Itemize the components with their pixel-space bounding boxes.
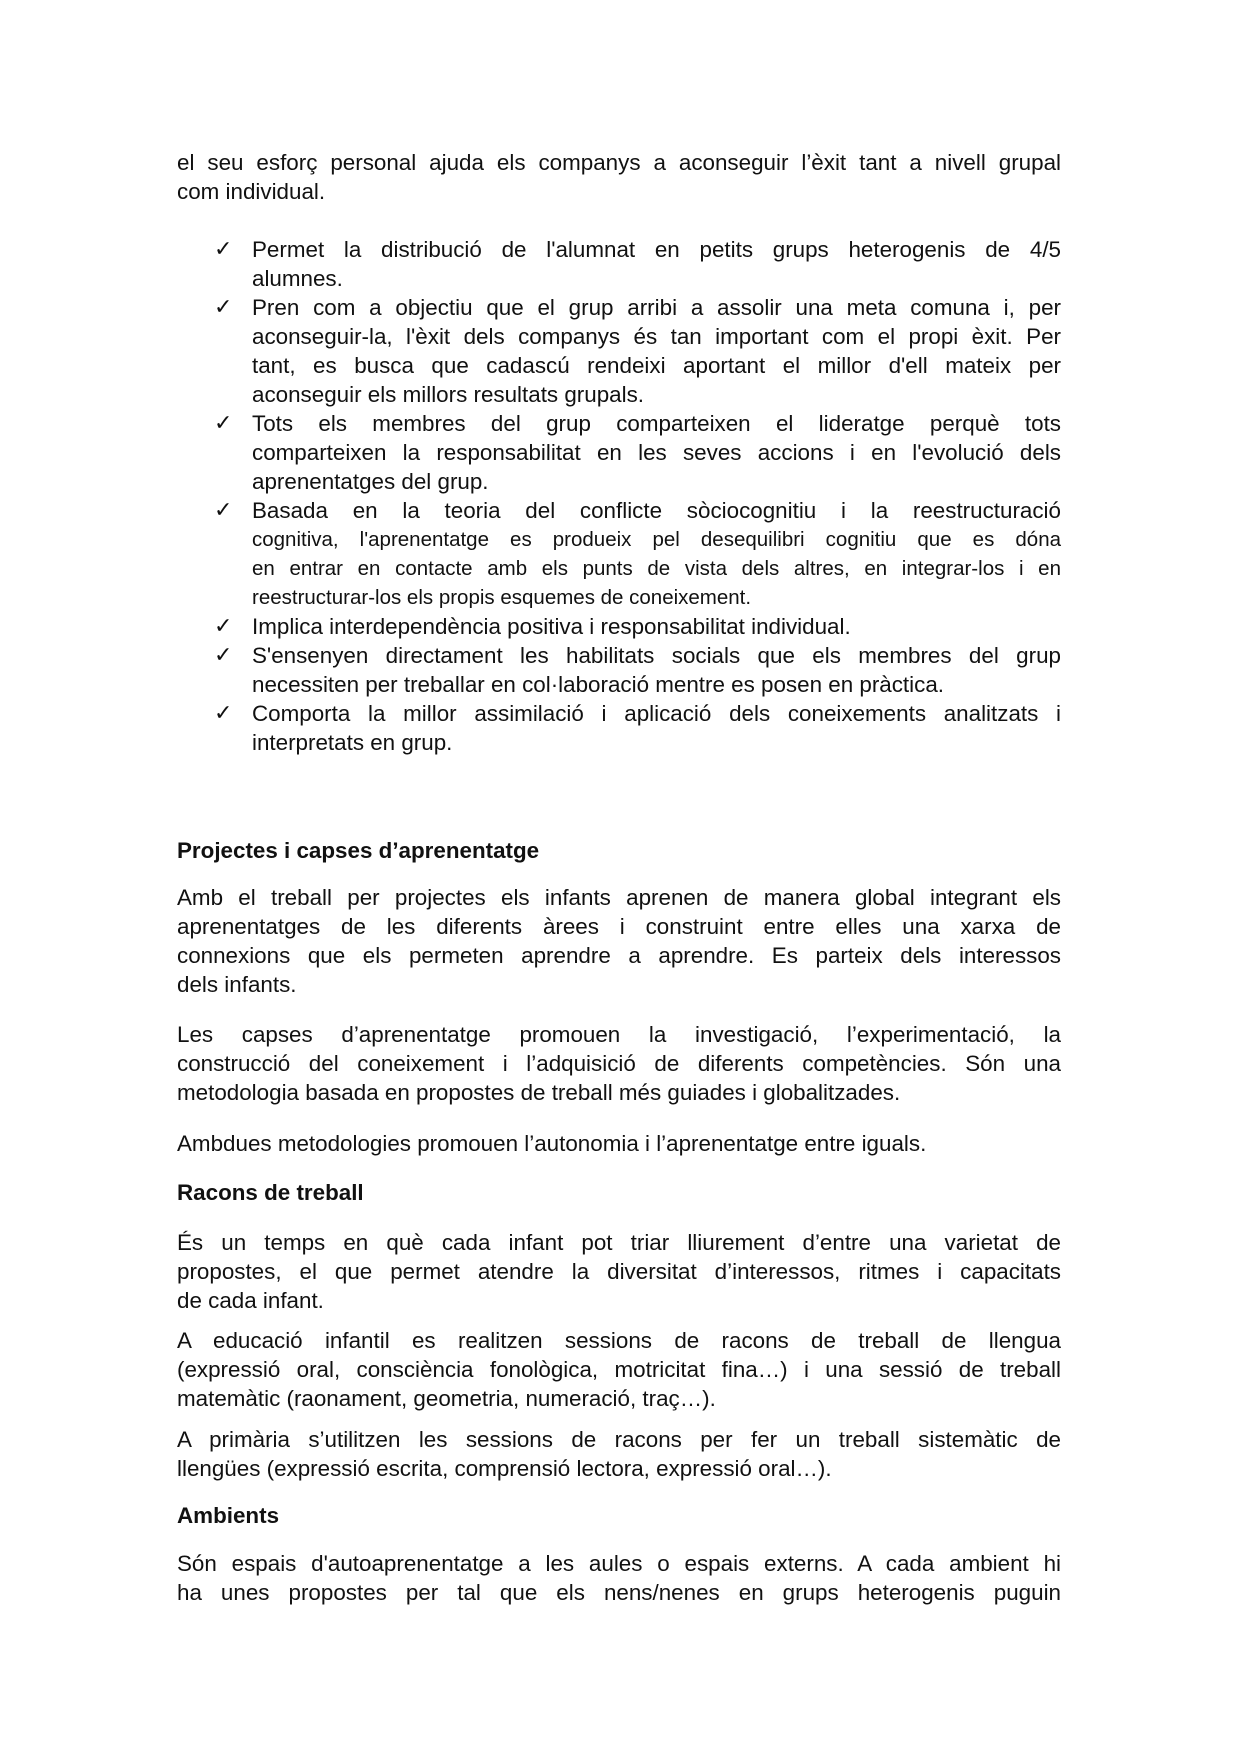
text-line: Comporta la millor assimilació i aplicació dels coneixements analitzats i [252, 701, 1061, 726]
section-heading-ambients: Ambients [177, 1503, 280, 1528]
text-line: connexions que els permeten aprendre a aprendre. Es parteix dels interessos [177, 943, 1061, 968]
checklist-item [177, 409, 1061, 496]
text-line: És un temps en què cada infant pot triar lliurement d’entre una varietat de [177, 1230, 1061, 1255]
checklist-item [177, 641, 1061, 699]
text-line: reestructurar-los els propis esquemes de coneixement. [252, 586, 752, 609]
text-line: Són espais d'autoaprenentatge a les aules o espais externs. A cada ambient hi [177, 1551, 1061, 1576]
checkmark-icon: ✓ [214, 498, 233, 523]
text-line: en entrar en contacte amb els punts de vista dels altres, en integrar-los i en [252, 557, 1061, 580]
text-line: ha unes propostes per tal que els nens/nenes en grups heterogenis puguin [177, 1580, 1061, 1605]
paragraph [177, 1228, 1061, 1315]
text-line: aprenentatges del grup. [252, 469, 489, 494]
paragraph [177, 1020, 1061, 1107]
text-line: tant, es busca que cadascú rendeixi aportant el millor d'ell mateix per [252, 353, 1061, 378]
text-line: Basada en la teoria del conflicte sòciocognitiu i la reestructuració [252, 498, 1061, 523]
text-line: aprenentatges de les diferents àrees i construint entre elles una xarxa de [177, 914, 1061, 939]
checklist-item [177, 699, 1061, 757]
text-line: matemàtic (raonament, geometria, numeració, traç…). [177, 1386, 716, 1411]
checklist-item [177, 496, 1061, 612]
text-line: construcció del coneixement i l’adquisició de diferents competències. Són una [177, 1051, 1061, 1076]
text-line: A primària s’utilitzen les sessions de racons per fer un treball sistemàtic de [177, 1427, 1061, 1452]
text-line: comparteixen la responsabilitat en les seves accions i en l'evolució dels [252, 440, 1061, 465]
checkmark-icon: ✓ [214, 614, 233, 639]
intro-paragraph [177, 148, 1061, 206]
text-line: Ambdues metodologies promouen l’autonomia i l’aprenentatge entre iguals. [177, 1131, 927, 1156]
paragraph [177, 1549, 1061, 1607]
text-line: dels infants. [177, 972, 297, 997]
text-line: A educació infantil es realitzen sessions de racons de treball de llengua [177, 1328, 1061, 1353]
text-line: necessiten per treballar en col·laboració mentre es posen en pràctica. [252, 672, 944, 697]
text-line: (expressió oral, consciència fonològica, motricitat fina…) i una sessió de treball [177, 1357, 1061, 1382]
checkmark-icon: ✓ [214, 295, 233, 320]
text-line: Tots els membres del grup comparteixen el lideratge perquè tots [252, 411, 1061, 436]
text-line: llengües (expressió escrita, comprensió lectora, expressió oral…). [177, 1456, 832, 1481]
text-line: de cada infant. [177, 1288, 324, 1313]
text-line: Les capses d’aprenentatge promouen la investigació, l’experimentació, la [177, 1022, 1061, 1047]
text-line: el seu esforç personal ajuda els companys a aconseguir l’èxit tant a nivell grupal [177, 150, 1061, 175]
checkmark-icon: ✓ [214, 237, 233, 262]
text-line: com individual. [177, 179, 326, 204]
section-heading-projectes: Projectes i capses d’aprenentatge [177, 838, 540, 863]
text-line: Amb el treball per projectes els infants aprenen de manera global integrant els [177, 885, 1061, 910]
paragraph [177, 1129, 1061, 1158]
text-line: interpretats en grup. [252, 730, 453, 755]
checklist-item [177, 612, 1061, 641]
checklist-item [177, 293, 1061, 409]
checkmark-icon: ✓ [214, 701, 233, 726]
text-line: aconseguir-la, l'èxit dels companys és tan important com el propi èxit. Per [252, 324, 1061, 349]
text-line: S'ensenyen directament les habilitats socials que els membres del grup [252, 643, 1061, 668]
text-line: cognitiva, l'aprenentatge es produeix pel desequilibri cognitiu que es dóna [252, 528, 1061, 551]
text-line: propostes, el que permet atendre la diversitat d’interessos, ritmes i capacitats [177, 1259, 1061, 1284]
paragraph [177, 1425, 1061, 1483]
text-line: Implica interdependència positiva i responsabilitat individual. [252, 614, 851, 639]
checkmark-icon: ✓ [214, 643, 233, 668]
checklist-item [177, 235, 1061, 293]
section-heading-racons: Racons de treball [177, 1180, 364, 1205]
paragraph [177, 1326, 1061, 1413]
text-line: aconseguir els millors resultats grupals. [252, 382, 645, 407]
text-line: Permet la distribució de l'alumnat en petits grups heterogenis de 4/5 [252, 237, 1061, 262]
feature-checklist [177, 235, 1061, 757]
paragraph [177, 883, 1061, 999]
text-line: metodologia basada en propostes de treball més guiades i globalitzades. [177, 1080, 901, 1105]
text-line: Pren com a objectiu que el grup arribi a assolir una meta comuna i, per [252, 295, 1061, 320]
checkmark-icon: ✓ [214, 411, 233, 436]
text-line: alumnes. [252, 266, 343, 291]
